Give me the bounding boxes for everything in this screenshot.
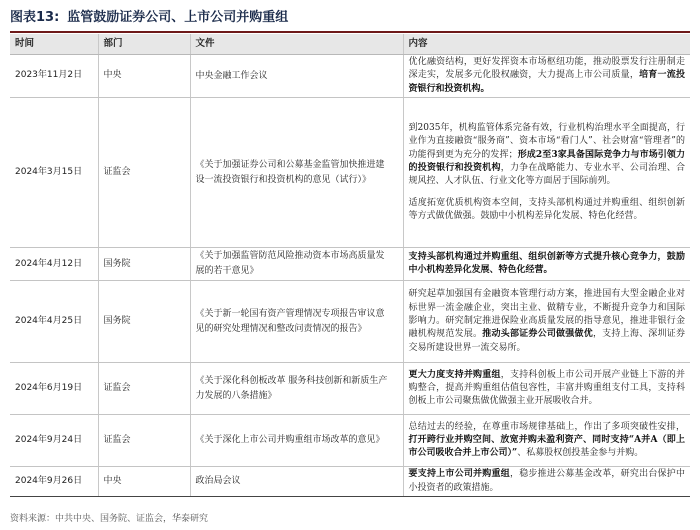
content-text: ，支持科创板上市公司开展产业链上下游的并购整合，提高并购重组估值包容性，丰富并购重组支付工具，支持科创板上市公司聚焦做优做强主业开展吸收合并。 [408,369,685,407]
cell-file: 《关于新一轮国有资产管理情况专项报告审议意见的研究处理情况和整改问责情况的报告》 [190,281,403,363]
content-paragraph [409,288,686,355]
table-row [10,467,690,497]
content-emphasis: 支持头部机构通过并购重组、组织创新等方式提升核心竞争力，鼓励中小机构差异化发展、特色化经营。 [408,251,685,276]
content-text: 研究起草加强国有金融资本管理行动方案，推进国有大型金融企业对标世界一流金融企业，突出主业、做精专业，不断提升竞争力和国际影响力。研究制定推进保险业高质量发展的指导意见，推进非银行金融机构规范发展。 [408,289,685,340]
cell-file: 中央金融工作会议 [190,55,403,98]
cell-date: 2024年4月12日 [10,248,98,281]
figure-title [10,6,690,33]
cell-dept: 中央 [98,55,190,98]
content-text: 到2035年，机构监管体系完备有效，行业机构治理水平全面提高，行业作为直接融资“服务商”、资本市场“看门人”、社会财富“管理者”的功能得到更为充分的发挥； [408,122,685,160]
cell-file: 《关于加强监管防范风险推动资本市场高质量发展的若干意见》 [190,248,403,281]
content-emphasis: 推动头部证券公司做强做优 [482,329,593,340]
content-text: 优化融资结构，更好发挥资本市场枢纽功能，推动股票发行注册制走深走实，发展多元化股权融资，大力提高上市公司质量， [408,57,685,81]
content-paragraph [409,56,686,96]
header-content: 内容 [403,34,690,55]
cell-dept: 中央 [98,467,190,497]
table-row [10,363,690,415]
content-emphasis: 打开跨行业并购空间、放宽并购未盈利资产、同时支持“A并A（即上市公司吸收合并上市公司）” [408,435,685,459]
cell-content [403,98,690,248]
content-text: ，支持上海、深圳证券交易所建设世界一流交易所。 [408,329,685,353]
table-row [10,248,690,281]
header-date: 时间 [10,34,98,55]
cell-dept: 证监会 [98,98,190,248]
header-file: 文件 [190,34,403,55]
content-text: 、私募股权创投基金参与并购。 [517,448,644,459]
cell-date: 2024年3月15日 [10,98,98,248]
content-text: ，稳步推进公募基金改革，研究出台保护中小投资者的政策措施。 [408,469,685,493]
cell-file: 《关于深化科创板改革 服务科技创新和新质生产力发展的八条措施》 [190,363,403,415]
cell-date: 2024年9月24日 [10,415,98,467]
cell-dept: 证监会 [98,363,190,415]
cell-content [403,248,690,281]
table-header-row [10,34,690,55]
cell-content [403,467,690,497]
table-row [10,281,690,363]
cell-dept: 证监会 [98,415,190,467]
cell-date: 2024年4月25日 [10,281,98,363]
table-row [10,98,690,248]
figure-title-text: 监管鼓励证券公司、上市公司并购重组 [67,10,289,25]
content-emphasis: 培育一流投资银行和投资机构。 [408,70,685,94]
cell-content [403,415,690,467]
cell-content [403,55,690,98]
cell-dept: 国务院 [98,281,190,363]
table-row [10,55,690,98]
policy-table [10,34,690,497]
header-dept: 部门 [98,34,190,55]
content-emphasis: 形成2至3家具备国际竞争力与市场引领力的投资银行和投资机构 [408,149,685,174]
content-paragraph [409,197,686,224]
figure-label: 图表13: [10,10,60,25]
cell-file: 《关于深化上市公司并购重组市场改革的意见》 [190,415,403,467]
cell-date: 2023年11月2日 [10,55,98,98]
cell-file: 《关于加强证券公司和公募基金监管加快推进建设一流投资银行和投资机构的意见（试行）》 [190,98,403,248]
cell-date: 2024年9月26日 [10,467,98,497]
content-paragraph [409,369,686,409]
content-emphasis: 要支持上市公司并购重组 [408,469,510,480]
content-text: 总结过去的经验，在尊重市场规律基础上，作出了多项突破性安排， [408,421,685,432]
content-paragraph [409,122,686,189]
content-text: 适度拓宽优质机构资本空间，支持头部机构通过并购重组、组织创新等方式做优做强。鼓励中小机构差异化发展、特色化经营。 [408,197,685,222]
content-paragraph [409,421,686,461]
cell-date: 2024年6月19日 [10,363,98,415]
content-text: ，力争在战略能力、专业水平、公司治理、合规风控、人才队伍、行业文化等方面居于国际前列。 [408,163,685,187]
cell-content [403,363,690,415]
source-note: 资料来源：中共中央、国务院、证监会，华泰研究 [10,514,209,524]
content-paragraph [409,251,686,278]
content-paragraph [409,468,686,495]
cell-dept: 国务院 [98,248,190,281]
cell-content [403,281,690,363]
content-emphasis: 更大力度支持并购重组 [408,369,501,380]
table-row [10,415,690,467]
cell-file: 政治局会议 [190,467,403,497]
